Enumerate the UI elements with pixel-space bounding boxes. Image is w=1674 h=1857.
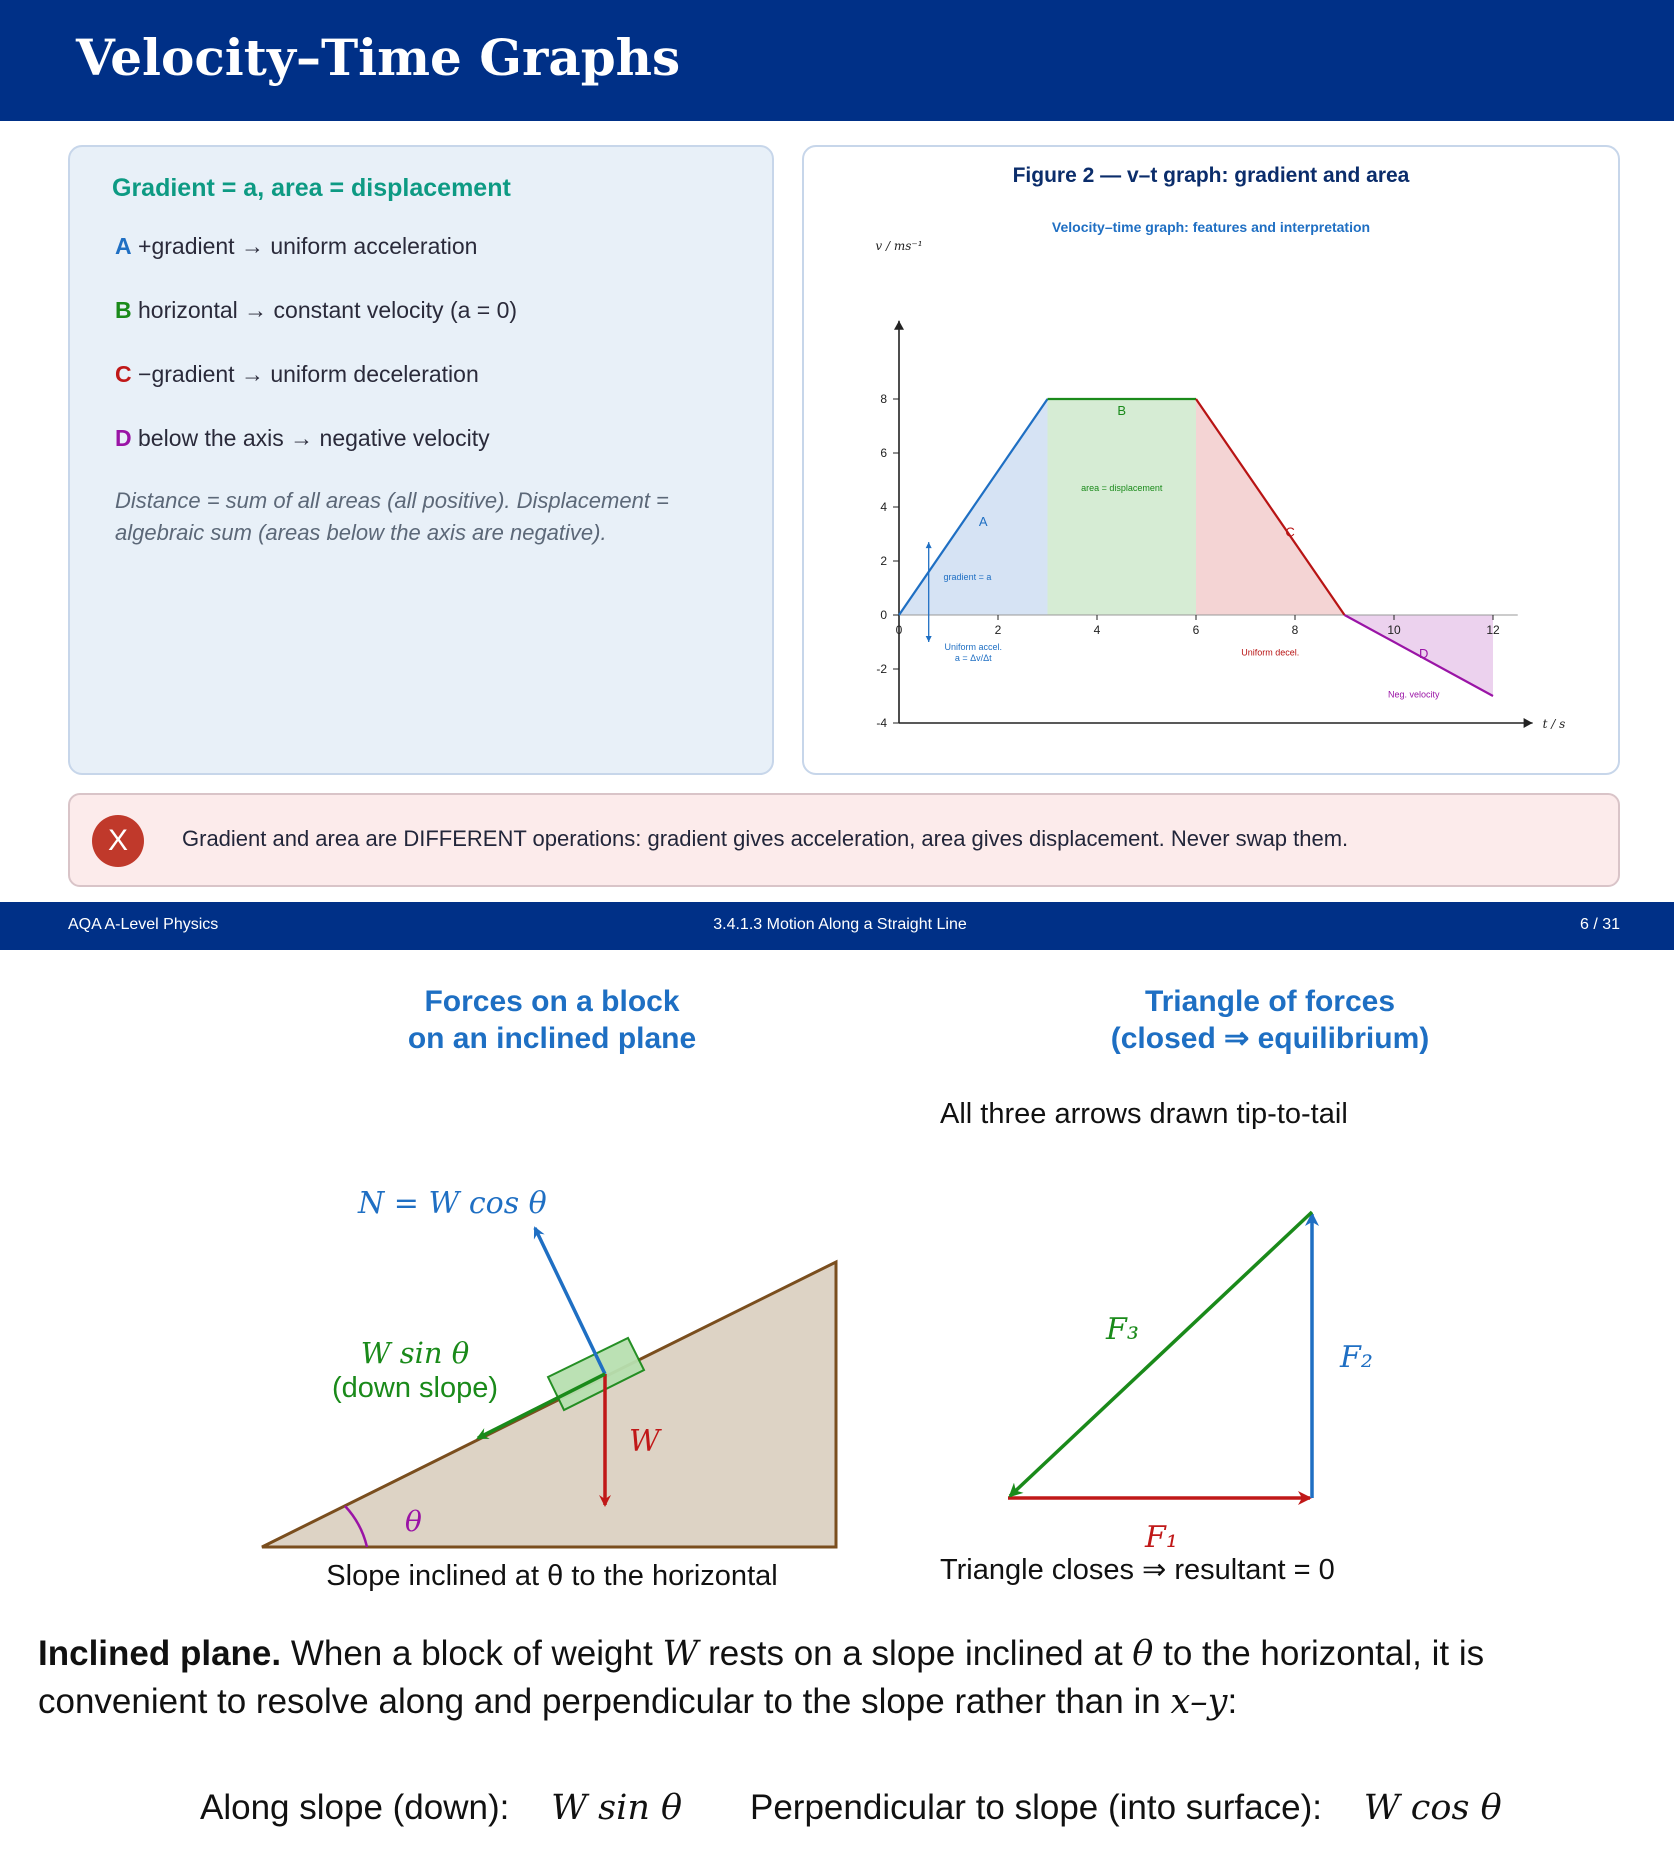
triangle-caption: Triangle closes ⇒ resultant = 0	[940, 1554, 1335, 1586]
paragraph-lead: Inclined plane.	[38, 1634, 282, 1673]
incline-title-line2: on an inclined plane	[407, 1022, 697, 1055]
paragraph-theta: θ	[1132, 1634, 1154, 1674]
accel-annotation: Uniform accel.	[944, 642, 1003, 653]
y-tick-label: 4	[880, 500, 887, 514]
incline-caption: Slope inclined at θ to the horizontal	[326, 1560, 778, 1592]
f2-label: F₂	[1340, 1340, 1373, 1375]
x-axis-arrowhead	[1524, 718, 1533, 728]
item-text: horizontal → constant velocity (a = 0)	[138, 297, 518, 323]
x-tick-label: 4	[1093, 623, 1101, 637]
paragraph-text-4: :	[1227, 1682, 1238, 1721]
x-axis-label: t / s	[1542, 717, 1566, 731]
triangle-title	[1070, 983, 1470, 1057]
warning-text: Gradient and area are DIFFERENT operations: gradient gives acceleration, area gives displacement. Never swap them.	[182, 826, 1349, 851]
footer-topic: 3.4.1.3 Motion Along a Straight Line	[713, 916, 967, 933]
paragraph-weight: W	[662, 1634, 699, 1674]
gradient-marker-head-up	[926, 542, 932, 548]
label-c: C	[1285, 524, 1295, 540]
summary-heading: Gradient = a, area = displacement	[112, 174, 511, 202]
along-slope-value: W sin θ	[551, 1788, 683, 1828]
incline-title-line1: Forces on a block	[424, 985, 680, 1018]
triangle-diagram	[980, 1190, 1360, 1530]
normal-force-label: N = W cos θ	[358, 1186, 547, 1221]
vt-chart	[802, 200, 1620, 760]
f3-label: F₃	[1106, 1312, 1139, 1347]
item-text: +gradient → uniform acceleration	[138, 233, 478, 259]
perpendicular-value: W cos θ	[1363, 1788, 1502, 1828]
summary-note: Distance = sum of all areas (all positive). Displacement = algebraic sum (areas below the axis are negative).	[115, 488, 669, 545]
inclined-plane-paragraph	[38, 1630, 1663, 1726]
area-b	[1048, 399, 1197, 615]
accel-formula-annotation: a = Δv/Δt	[954, 652, 992, 663]
area-annotation: area = displacement	[1081, 482, 1163, 493]
along-slope-label: Along slope (down):	[200, 1788, 510, 1827]
parallel-force-math: W sin θ	[360, 1336, 470, 1370]
close-icon: X	[92, 815, 144, 867]
page-number: 6 / 31	[1579, 916, 1620, 933]
normal-force-arrow	[535, 1228, 605, 1374]
incline-title	[352, 983, 752, 1057]
y-axis-arrowhead	[894, 321, 904, 330]
y-tick-label: 8	[880, 392, 887, 406]
summary-item-d	[115, 425, 490, 452]
y-tick-label: 0	[880, 608, 887, 622]
label-b: B	[1117, 403, 1127, 419]
x-tick-label: 10	[1387, 623, 1401, 637]
parallel-force-label	[322, 1336, 508, 1405]
paragraph-text-3: to the horizontal, it is convenient to resolve along and perpendicular to the slope rather than in	[38, 1634, 1485, 1721]
figure-caption: Figure 2 — v–t graph: gradient and area	[1012, 164, 1410, 187]
gradient-annotation: gradient = a	[943, 571, 992, 582]
decel-annotation: Uniform decel.	[1241, 647, 1300, 658]
weight-label: W	[629, 1424, 660, 1459]
x-tick-label: 8	[1291, 623, 1299, 637]
item-letter: A	[115, 233, 132, 259]
item-letter: B	[115, 297, 132, 323]
item-text: −gradient → uniform deceleration	[138, 361, 479, 387]
triangle-title-line2: (closed ⇒ equilibrium)	[1110, 1022, 1430, 1055]
triangle-subtitle: All three arrows drawn tip-to-tail	[940, 1098, 1348, 1130]
footer-course: AQA A-Level Physics	[68, 916, 219, 933]
paragraph-text-2: rests on a slope inclined at	[698, 1634, 1133, 1673]
gradient-marker-head-down	[926, 636, 932, 642]
parallel-force-note: (down slope)	[331, 1372, 499, 1404]
item-letter: D	[115, 425, 132, 451]
slide-title: Velocity–Time Graphs	[76, 28, 681, 87]
perpendicular-label: Perpendicular to slope (into surface):	[750, 1788, 1322, 1827]
along-slope-equation	[200, 1788, 682, 1828]
y-tick-label: 2	[880, 554, 887, 568]
f1-label: F₁	[1145, 1520, 1178, 1555]
label-a: A	[978, 513, 988, 529]
y-tick-label: -2	[876, 662, 887, 676]
triangle-title-line1: Triangle of forces	[1144, 985, 1396, 1018]
neg-velocity-annotation: Neg. velocity	[1388, 689, 1440, 700]
f3-arrow	[1010, 1212, 1312, 1496]
y-tick-label: -4	[876, 716, 887, 730]
paragraph-text-1: When a block of weight	[290, 1634, 663, 1673]
chart-title: Velocity–time graph: features and interpretation	[1051, 219, 1371, 235]
item-text: below the axis → negative velocity	[138, 425, 490, 451]
x-tick-label: 6	[1192, 623, 1200, 637]
label-d: D	[1419, 646, 1429, 662]
x-tick-label: 12	[1486, 623, 1500, 637]
item-letter: C	[115, 361, 132, 387]
perpendicular-equation	[750, 1788, 1502, 1828]
x-tick-label: 2	[994, 623, 1002, 637]
summary-item-a	[115, 233, 477, 260]
summary-item-b	[115, 297, 517, 324]
x-tick-label: 0	[895, 623, 903, 637]
y-tick-label: 6	[880, 446, 887, 460]
summary-item-c	[115, 361, 479, 388]
paragraph-xy: x–y	[1170, 1682, 1228, 1722]
angle-label: θ	[405, 1505, 422, 1538]
y-axis-label: v / ms⁻¹	[875, 239, 923, 253]
